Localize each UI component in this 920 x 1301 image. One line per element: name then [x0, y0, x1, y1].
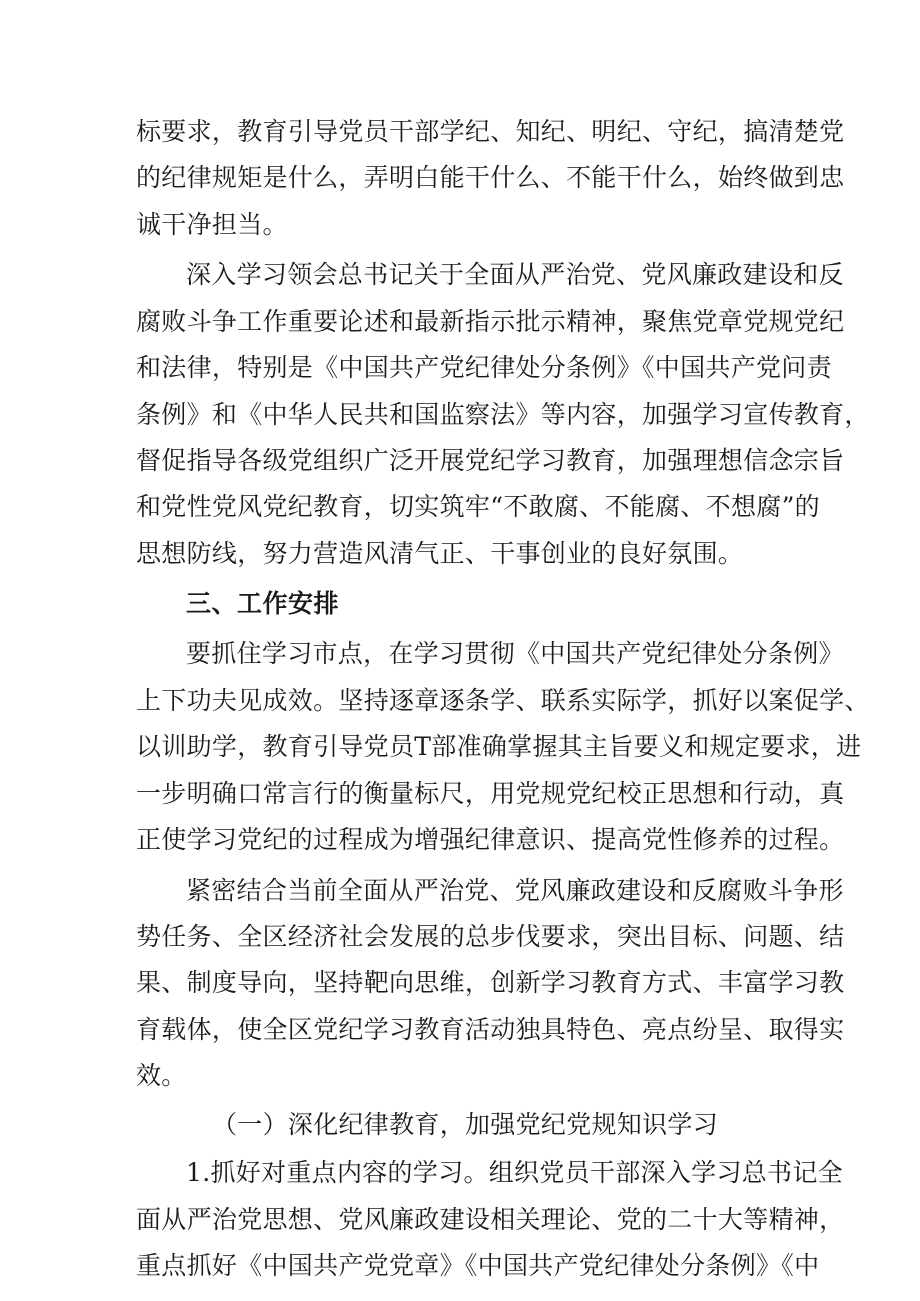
paragraph-line: 1.抓好对重点内容的学习。组织党员干部深入学习总书记全	[186, 1158, 843, 1188]
paragraph-line: 和法律，特别是《中国共产党纪律处分条例》《中国共产党问责	[136, 353, 832, 383]
paragraph-line: 效。	[136, 1061, 187, 1091]
paragraph-line: 育载体，使全区党纪学习教育活动独具特色、亮点纷呈、取得实	[136, 1014, 845, 1044]
paragraph-line: 果、制度导向，坚持靶向思维，创新学习教育方式、丰富学习教	[136, 968, 845, 998]
paragraph-line: 深入学习领会总书记关于全面从严治党、党风廉政建设和反	[186, 260, 844, 290]
paragraph-line: 紧密结合当前全面从严治党、党风廉政建设和反腐败斗争形	[186, 875, 844, 905]
paragraph-line: 和党性党风党纪教育，切实筑牢“不敢腐、不能腐、不想腐”的	[136, 492, 820, 522]
section-heading: 三、工作安排	[186, 589, 340, 619]
paragraph-line: 要抓住学习市点，在学习贯彻《中国共产党纪律处分条例》	[186, 639, 844, 669]
paragraph-line: 标要求，教育引导党员干部学纪、知纪、明纪、守纪，搞清楚党	[136, 117, 845, 146]
paragraph-line: 的纪律规矩是什么，弄明白能干什么、不能干什么，始终做到忠	[136, 163, 845, 193]
paragraph-line: 正使学习党纪的过程成为增强纪律意识、提高党性修养的过程。	[136, 825, 845, 855]
paragraph-line: 腐败斗争工作重要论述和最新指示批示精神，聚焦党章党规党纪	[136, 306, 845, 336]
paragraph-line: 面从严治党思想、党风廉政建设相关理论、党的二十大等精神，	[136, 1204, 845, 1234]
paragraph-line: 重点抓好《中国共产党党章》《中国共产党纪律处分条例》《中	[136, 1251, 820, 1280]
paragraph-line: 一步明确口常言行的衡量标尺，用党规党纪校正思想和行动，真	[136, 778, 845, 808]
subsection-heading: （一）深化纪律教育，加强党纪党规知识学习	[212, 1109, 719, 1139]
paragraph-line: 以训助学，教育引导党员T部准确掌握其主旨要义和规定要求，进	[136, 732, 862, 762]
paragraph-line: 诚干净担当。	[136, 209, 288, 239]
paragraph-line: 督促指导各级党组织广泛开展党纪学习教育，加强理想信念宗旨	[136, 445, 845, 475]
paragraph-line: 势任务、全区经济社会发展的总步伐要求，突出目标、问题、结	[136, 922, 845, 952]
paragraph-line: 思想防线，努力营造风清气正、干事创业的良好氛围。	[136, 538, 744, 568]
paragraph-line: 条例》和《中华人民共和国监察法》等内容，加强学习宣传教育，	[136, 399, 870, 429]
paragraph-line: 上下功夫见成效。坚持逐章逐条学、联系实际学，抓好以案促学、	[136, 685, 870, 715]
